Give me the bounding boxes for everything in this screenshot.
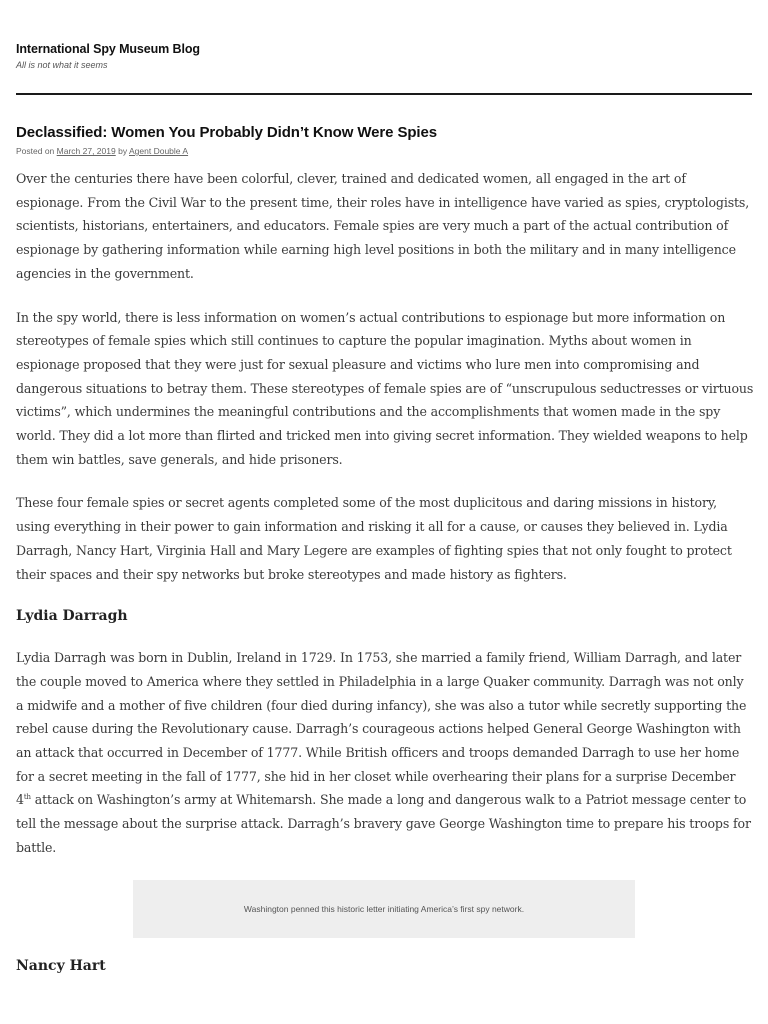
- blog-post: [16, 122, 754, 996]
- site-tagline: All is not what it seems: [16, 60, 108, 70]
- site-title[interactable]: International Spy Museum Blog: [16, 42, 200, 56]
- post-date-link[interactable]: March 27, 2019: [56, 146, 116, 156]
- site-header: [16, 40, 752, 72]
- superscript-th: th: [23, 793, 31, 802]
- author-link[interactable]: Agent Double A: [129, 146, 189, 156]
- lydia-paragraph-part1: Lydia Darragh was born in Dublin, Ireland in 1729. In 1753, she married a family friend, William Darragh, and later the couple moved to America where they settled in Philadelphia in a large Quaker community. Darragh was not only a midwife and a mother of five children (four died during infancy), she was also a tutor while secretly supporting the rebel cause during the Revolutionary cause. Darragh’s courageous actions helped General George Washington with an attack that occurred in December of 1777. While British officers and troops demanded Darragh to use her home for a secret meeting in the fall of 1777, she hid in her closet while overhearing their plans for a surprise December 4: [16, 650, 747, 808]
- section-heading-nancy-hart: Nancy Hart: [16, 957, 106, 974]
- post-title: Declassified: Women You Probably Didn’t Know Were Spies: [16, 124, 437, 141]
- intro-paragraph-1: Over the centuries there have been colorful, clever, trained and dedicated women, all engaged in the art of espionage. From the Civil War to the present time, their roles have in intelligence have varied as spies, cryptologists, scientists, historians, entertainers, and educators. Female spies are very much a part of the actual contribution of espionage by gathering information while earning high level positions in both the military and in many intelligence agencies in the government.: [16, 171, 750, 281]
- header-divider: [16, 93, 752, 95]
- intro-paragraph-2: In the spy world, there is less information on women’s actual contributions to espionage but more information on stereotypes of female spies which still continues to capture the popular imagination. Myths about women in espionage proposed that they were just for sexual pleasure and victims who lure men into compromising and dangerous situations to betray them. These stereotypes of female spies are of “unscrupulous seductresses or virtuous victims”, which undermines the meaningful contributions and the accomplishments that women made in the spy world. They did a lot more than flirted and tricked men into giving secret information. They wielded weapons to help them win battles, save generals, and hide prisoners.: [16, 309, 754, 467]
- lydia-paragraph-part2: attack on Washington’s army at Whitemarsh. She made a long and dangerous walk to a Patriot message center to tell the message about the surprise attack. Darragh’s bravery gave George Washington time to prepare his troops for battle.: [16, 792, 751, 855]
- section-heading-lydia-darragh: Lydia Darragh: [16, 608, 128, 625]
- post-body: [16, 167, 754, 976]
- image-caption-box: [133, 880, 635, 938]
- lydia-darragh-paragraph: [16, 646, 754, 859]
- post-meta: [16, 145, 754, 157]
- intro-paragraph-3: These four female spies or secret agents completed some of the most duplicitous and daring missions in history, using everything in their power to gain information and risking it all for a cause, or causes they believed in. Lydia Darragh, Nancy Hart, Virginia Hall and Mary Legere are examples of fighting spies that not only fought to protect their spaces and their spy networks but broke stereotypes and made history as fighters.: [16, 495, 732, 582]
- image-caption: Washington penned this historic letter initiating America’s first spy network.: [243, 903, 525, 914]
- by-label: by: [118, 146, 128, 156]
- posted-on-label: Posted on: [16, 146, 55, 156]
